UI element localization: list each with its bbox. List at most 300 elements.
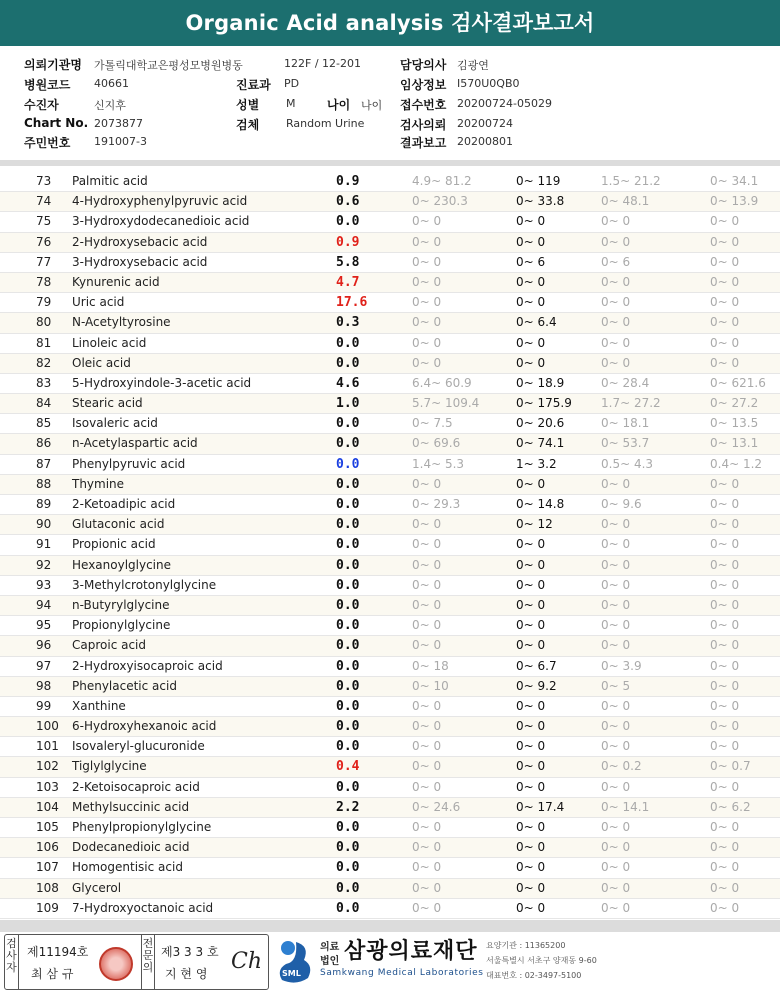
analyte-name: 6-Hydroxyhexanoic acid: [72, 719, 217, 734]
reference-range-4: 0~ 0: [710, 497, 740, 511]
specialist-name: 지 현 영: [165, 967, 208, 981]
reference-range-1: 0~ 10: [412, 678, 449, 693]
reference-range-4: 0~ 13.5: [710, 416, 759, 431]
reference-range-3: 0~ 0: [601, 234, 631, 249]
result-value: 0.0: [336, 557, 360, 573]
table-row: [0, 596, 780, 616]
result-value: 0.0: [336, 597, 360, 613]
result-value: 4.6: [336, 375, 360, 391]
reference-range-2: 0~ 0: [516, 719, 546, 734]
analyte-name: 7-Hydroxyoctanoic acid: [72, 900, 214, 915]
contact-phone: 대표번호 : 02-3497-5100: [486, 971, 582, 980]
report-label: 결과보고: [400, 136, 447, 150]
ward-value: 122F / 12-201: [284, 57, 361, 70]
table-row: [0, 616, 780, 636]
reference-range-3: 0~ 3.9: [601, 658, 642, 673]
row-number: 89: [36, 497, 52, 511]
result-value: 0.0: [336, 497, 360, 512]
reference-range-4: 0.4~ 1.2: [710, 456, 763, 471]
clinical-info-label: 임상정보: [400, 78, 447, 92]
table-row: [0, 879, 780, 899]
reference-range-3: 0~ 0: [601, 618, 631, 633]
result-value: 0.0: [336, 658, 360, 674]
table-row: [0, 737, 780, 757]
reference-range-2: 0~ 0: [516, 739, 546, 754]
reference-range-1: 0~ 0: [412, 597, 442, 612]
table-row: [0, 374, 780, 394]
reference-range-1: 0~ 0: [412, 355, 442, 370]
row-number: 83: [36, 375, 52, 390]
result-value: 0.9: [336, 174, 360, 189]
reference-range-1: 0~ 0: [412, 234, 442, 249]
table-row: [0, 354, 780, 374]
doctor-value: 김광연: [457, 59, 489, 72]
analyte-name: Phenylpyruvic acid: [72, 456, 186, 471]
age-label: 나이: [327, 98, 351, 112]
reference-range-3: 0~ 0: [601, 577, 631, 592]
reference-range-2: 1~ 3.2: [516, 456, 557, 471]
reference-range-2: 0~ 0: [516, 274, 546, 289]
result-value: 0.0: [336, 698, 360, 714]
reference-range-3: 0~ 6: [601, 254, 631, 269]
row-number: 104: [36, 799, 59, 814]
analyte-name: Linoleic acid: [72, 335, 147, 350]
reference-range-1: 4.9~ 81.2: [412, 174, 472, 188]
institution-label: 의뢰기관명: [24, 58, 82, 72]
analyte-name: Stearic acid: [72, 396, 143, 411]
reference-range-4: 0~ 0: [710, 678, 740, 693]
row-number: 101: [36, 739, 59, 754]
analyte-name: Caproic acid: [72, 638, 147, 653]
reference-range-2: 0~ 0: [516, 295, 546, 310]
reference-range-3: 0~ 5: [601, 678, 631, 693]
reference-range-4: 0~ 0: [710, 719, 740, 734]
analyte-name: Glycerol: [72, 880, 122, 895]
reference-range-2: 0~ 0: [516, 355, 546, 370]
reference-range-1: 0~ 0: [412, 335, 442, 350]
table-row: [0, 334, 780, 354]
table-row: [0, 899, 780, 919]
table-row: [0, 475, 780, 495]
result-value: 0.0: [336, 577, 360, 593]
reference-range-3: 0~ 0: [601, 355, 631, 370]
reference-range-1: 0~ 0: [412, 779, 442, 794]
reference-range-4: 0~ 0: [710, 214, 740, 229]
table-row: [0, 778, 780, 798]
reference-range-4: 0~ 27.2: [710, 396, 759, 411]
reference-range-2: 0~ 0: [516, 476, 546, 491]
reference-range-1: 0~ 0: [412, 214, 442, 229]
reference-range-4: 0~ 0: [710, 860, 740, 875]
reference-range-3: 0~ 0: [601, 537, 631, 552]
table-row: [0, 192, 780, 212]
hospital-code-label: 병원코드: [24, 78, 71, 92]
analyte-name: N-Acetyltyrosine: [72, 315, 171, 330]
row-number: 73: [36, 174, 52, 188]
reference-range-3: 0~ 0: [601, 214, 631, 229]
reference-range-2: 0~ 0: [516, 698, 546, 713]
reference-range-3: 0~ 0: [601, 638, 631, 653]
result-value: 0.0: [336, 900, 360, 916]
reference-range-2: 0~ 119: [516, 174, 561, 188]
reference-range-4: 0~ 0: [710, 820, 740, 834]
reference-range-1: 0~ 0: [412, 840, 442, 855]
specimen-value: Random Urine: [286, 117, 365, 130]
table-row: [0, 757, 780, 777]
reference-range-2: 0~ 0: [516, 234, 546, 249]
table-row: [0, 394, 780, 414]
reference-range-2: 0~ 0: [516, 840, 546, 855]
row-number: 93: [36, 577, 52, 592]
table-row: [0, 212, 780, 232]
reference-range-3: 0~ 14.1: [601, 799, 650, 814]
reference-range-2: 0~ 0: [516, 759, 546, 774]
table-row: [0, 717, 780, 737]
reference-range-4: 0~ 0: [710, 658, 740, 673]
reference-range-4: 0~ 0: [710, 618, 740, 633]
row-number: 74: [36, 194, 52, 209]
row-number: 107: [36, 860, 59, 875]
dept-label: 진료과: [236, 78, 271, 92]
analyte-name: 5-Hydroxyindole-3-acetic acid: [72, 375, 252, 390]
rrn-value: 191007-3: [94, 135, 147, 148]
row-number: 91: [36, 537, 52, 552]
signature-box: [4, 934, 269, 990]
row-number: 78: [36, 274, 52, 289]
row-number: 75: [36, 214, 52, 229]
result-value: 5.8: [336, 254, 360, 270]
org-small-2: 법인: [320, 956, 340, 967]
dept-value: PD: [284, 77, 300, 90]
specialist-license: 제3 3 3 호: [161, 945, 219, 959]
result-value: 0.0: [336, 537, 360, 553]
reference-range-2: 0~ 0: [516, 880, 546, 895]
analyte-name: Dodecanedioic acid: [72, 840, 190, 855]
result-value: 0.0: [336, 436, 360, 452]
hospital-code-value: 40661: [94, 77, 129, 90]
table-row: [0, 293, 780, 313]
reference-range-3: 0~ 48.1: [601, 194, 650, 209]
result-value: 0.0: [336, 638, 360, 654]
reference-range-1: 0~ 69.6: [412, 436, 461, 451]
reference-range-2: 0~ 33.8: [516, 194, 565, 209]
reference-range-1: 0~ 0: [412, 719, 442, 734]
reference-range-2: 0~ 0: [516, 900, 546, 915]
reference-range-1: 0~ 0: [412, 274, 442, 289]
patient-label: 수진자: [24, 98, 59, 112]
table-row: [0, 858, 780, 878]
patient-info: [0, 54, 780, 154]
reference-range-3: 0~ 0: [601, 335, 631, 350]
analyte-name: Thymine: [72, 476, 125, 491]
result-value: 0.0: [336, 214, 360, 230]
reference-range-4: 0~ 0: [710, 597, 740, 612]
reference-range-2: 0~ 17.4: [516, 799, 565, 814]
result-value: 4.7: [336, 274, 360, 290]
table-row: [0, 657, 780, 677]
reference-range-3: 0~ 18.1: [601, 416, 650, 431]
table-row: [0, 697, 780, 717]
analyte-name: Xanthine: [72, 698, 126, 713]
receipt-value: 20200724-05029: [457, 97, 552, 110]
specimen-label: 검체: [236, 118, 260, 132]
request-value: 20200724: [457, 117, 513, 130]
reference-range-3: 0~ 28.4: [601, 375, 650, 390]
reference-range-2: 0~ 74.1: [516, 436, 565, 451]
reference-range-4: 0~ 621.6: [710, 375, 766, 390]
reference-range-1: 0~ 18: [412, 658, 449, 673]
row-number: 108: [36, 880, 59, 895]
table-row: [0, 455, 780, 475]
org-small-1: 의료: [320, 942, 340, 953]
analyte-name: Phenylacetic acid: [72, 678, 177, 693]
table-row: [0, 414, 780, 434]
reference-range-1: 0~ 0: [412, 476, 442, 491]
analyte-name: Methylsuccinic acid: [72, 799, 190, 814]
chart-no-label: Chart No.: [24, 116, 89, 130]
reference-range-2: 0~ 0: [516, 820, 546, 834]
reference-range-4: 0~ 0: [710, 517, 740, 532]
results-table: [0, 172, 780, 919]
table-row: [0, 495, 780, 515]
reference-range-1: 0~ 0: [412, 618, 442, 633]
reference-range-2: 0~ 0: [516, 214, 546, 229]
result-value: 0.0: [336, 416, 360, 432]
analyte-name: Tiglylglycine: [72, 759, 147, 774]
reference-range-4: 0~ 0: [710, 234, 740, 249]
reference-range-1: 6.4~ 60.9: [412, 375, 472, 390]
analyte-name: Uric acid: [72, 295, 125, 310]
reference-range-2: 0~ 14.8: [516, 497, 565, 511]
contact-block: [486, 938, 597, 983]
result-value: 0.0: [336, 779, 360, 795]
row-number: 80: [36, 315, 52, 330]
reference-range-3: 0~ 0: [601, 517, 631, 532]
footer-divider: [0, 920, 780, 932]
patient-value: 신지후: [94, 99, 126, 112]
analyte-name: 4-Hydroxyphenylpyruvic acid: [72, 194, 248, 209]
contact-address: 서울특별시 서초구 양재동 9-60: [486, 956, 597, 965]
reference-range-4: 0~ 34.1: [710, 174, 759, 188]
sex-value: M: [286, 97, 296, 110]
table-row: [0, 434, 780, 454]
result-value: 0.3: [336, 315, 360, 331]
result-value: 0.0: [336, 618, 360, 634]
analyte-name: Isovaleryl-glucuronide: [72, 739, 205, 754]
reference-range-3: 0~ 0: [601, 719, 631, 734]
row-number: 88: [36, 476, 52, 491]
reference-range-3: 0~ 0: [601, 739, 631, 754]
row-number: 90: [36, 517, 52, 532]
analyte-name: 3-Hydroxydodecanedioic acid: [72, 214, 250, 229]
result-value: 17.6: [336, 295, 368, 311]
table-row: [0, 677, 780, 697]
table-row: [0, 818, 780, 838]
reference-range-4: 0~ 0: [710, 335, 740, 350]
analyte-name: 2-Hydroxyisocaproic acid: [72, 658, 223, 673]
row-number: 106: [36, 840, 59, 855]
result-value: 0.0: [336, 820, 360, 835]
reference-range-1: 0~ 0: [412, 295, 442, 310]
reference-range-4: 0~ 0: [710, 537, 740, 552]
reference-range-4: 0~ 0: [710, 557, 740, 572]
reference-range-3: 0.5~ 4.3: [601, 456, 654, 471]
reference-range-4: 0~ 0: [710, 739, 740, 754]
result-value: 0.0: [336, 476, 360, 492]
table-row: [0, 515, 780, 535]
reference-range-1: 0~ 0: [412, 900, 442, 915]
reference-range-3: 0~ 0: [601, 779, 631, 794]
analyte-name: Homogentisic acid: [72, 860, 183, 875]
reference-range-1: 0~ 0: [412, 254, 442, 269]
reference-range-4: 0~ 0: [710, 355, 740, 370]
reference-range-4: 0~ 13.9: [710, 194, 759, 209]
reference-range-4: 0~ 6.2: [710, 799, 751, 814]
table-row: [0, 636, 780, 656]
reference-range-1: 0~ 0: [412, 860, 442, 875]
reference-range-2: 0~ 0: [516, 537, 546, 552]
table-row: [0, 172, 780, 192]
reference-range-1: 0~ 230.3: [412, 194, 468, 209]
examiner-name: 최 삼 규: [31, 967, 74, 981]
reference-range-2: 0~ 175.9: [516, 396, 572, 411]
reference-range-3: 0~ 0: [601, 476, 631, 491]
row-number: 97: [36, 658, 52, 673]
result-value: 0.0: [336, 335, 360, 351]
sex-label: 성별: [236, 98, 260, 112]
reference-range-1: 0~ 29.3: [412, 497, 461, 511]
table-row: [0, 798, 780, 818]
reference-range-3: 0~ 0: [601, 880, 631, 895]
reference-range-1: 0~ 0: [412, 698, 442, 713]
analyte-name: Propionic acid: [72, 537, 156, 552]
reference-range-2: 0~ 12: [516, 517, 553, 532]
row-number: 100: [36, 719, 59, 734]
row-number: 86: [36, 436, 52, 451]
row-number: 81: [36, 335, 52, 350]
reference-range-2: 0~ 0: [516, 577, 546, 592]
header-divider: [0, 160, 780, 166]
specialist-vertical-label: 전문의: [141, 935, 155, 989]
reference-range-3: 0~ 53.7: [601, 436, 650, 451]
analyte-name: 2-Ketoadipic acid: [72, 497, 176, 511]
request-label: 검사의뢰: [400, 118, 447, 132]
reference-range-4: 0~ 0: [710, 274, 740, 289]
reference-range-2: 0~ 18.9: [516, 375, 565, 390]
result-value: 0.0: [336, 860, 360, 876]
row-number: 92: [36, 557, 52, 572]
result-value: 0.0: [336, 840, 360, 856]
reference-range-4: 0~ 0: [710, 779, 740, 794]
contact-code: 요양기관 : 11365200: [486, 941, 566, 950]
row-number: 96: [36, 638, 52, 653]
row-number: 99: [36, 698, 52, 713]
reference-range-1: 0~ 24.6: [412, 799, 461, 814]
result-value: 2.2: [336, 799, 360, 815]
row-number: 95: [36, 618, 52, 633]
result-value: 0.9: [336, 234, 360, 250]
institution-value: 가톨릭대학교은평성모병원병동: [94, 59, 243, 72]
analyte-name: Glutaconic acid: [72, 517, 165, 532]
analyte-name: Kynurenic acid: [72, 274, 160, 289]
reference-range-1: 0~ 0: [412, 537, 442, 552]
reference-range-2: 0~ 0: [516, 557, 546, 572]
reference-range-1: 5.7~ 109.4: [412, 396, 480, 411]
reference-range-4: 0~ 0: [710, 840, 740, 855]
org-name: 삼광의료재단: [344, 939, 478, 964]
table-row: [0, 535, 780, 555]
examiner-license: 제11194호: [27, 945, 89, 959]
table-row: [0, 233, 780, 253]
reference-range-3: 0~ 0: [601, 860, 631, 875]
row-number: 77: [36, 254, 52, 269]
table-row: [0, 253, 780, 273]
analyte-name: Hexanoylglycine: [72, 557, 172, 572]
result-value: 0.6: [336, 194, 360, 210]
row-number: 79: [36, 295, 52, 310]
table-row: [0, 313, 780, 333]
reference-range-1: 0~ 0: [412, 577, 442, 592]
result-value: 0.0: [336, 719, 360, 735]
row-number: 94: [36, 597, 52, 612]
analyte-name: Palmitic acid: [72, 174, 148, 188]
reference-range-3: 1.7~ 27.2: [601, 396, 661, 411]
org-english: Samkwang Medical Laboratories: [320, 968, 484, 978]
reference-range-4: 0~ 0: [710, 315, 740, 330]
reference-range-3: 0~ 0: [601, 274, 631, 289]
reference-range-1: 0~ 0: [412, 557, 442, 572]
reference-range-2: 0~ 9.2: [516, 678, 557, 693]
reference-range-2: 0~ 0: [516, 860, 546, 875]
result-value: 0.0: [336, 517, 360, 533]
result-value: 0.4: [336, 759, 360, 775]
age-value: 나이: [361, 99, 383, 112]
chart-no-value: 2073877: [94, 117, 143, 130]
report-title: Organic Acid analysis 검사결과보고서: [0, 0, 780, 46]
analyte-name: n-Acetylaspartic acid: [72, 436, 198, 451]
analyte-name: Phenylpropionylglycine: [72, 820, 212, 834]
reference-range-4: 0~ 0: [710, 476, 740, 491]
reference-range-4: 0~ 0: [710, 638, 740, 653]
reference-range-4: 0~ 0: [710, 698, 740, 713]
reference-range-2: 0~ 0: [516, 618, 546, 633]
row-number: 85: [36, 416, 52, 431]
reference-range-3: 1.5~ 21.2: [601, 174, 661, 188]
row-number: 84: [36, 396, 52, 411]
reference-range-1: 0~ 0: [412, 315, 442, 330]
reference-range-3: 0~ 0: [601, 315, 631, 330]
result-value: 0.0: [336, 456, 360, 472]
reference-range-1: 0~ 0: [412, 739, 442, 754]
result-value: 0.0: [336, 355, 360, 371]
reference-range-2: 0~ 6.4: [516, 315, 557, 330]
reference-range-1: 0~ 0: [412, 517, 442, 532]
analyte-name: Isovaleric acid: [72, 416, 158, 431]
analyte-name: Propionylglycine: [72, 618, 171, 633]
row-number: 109: [36, 900, 59, 915]
result-value: 0.0: [336, 739, 360, 755]
table-row: [0, 838, 780, 858]
svg-text:SML: SML: [282, 969, 301, 978]
result-value: 0.0: [336, 880, 360, 896]
analyte-name: 3-Hydroxysebacic acid: [72, 254, 208, 269]
report-value: 20200801: [457, 135, 513, 148]
table-row: [0, 576, 780, 596]
reference-range-4: 0~ 0: [710, 295, 740, 310]
reference-range-3: 0~ 0: [601, 597, 631, 612]
reference-range-3: 0~ 0: [601, 840, 631, 855]
reference-range-3: 0~ 0.2: [601, 759, 642, 774]
